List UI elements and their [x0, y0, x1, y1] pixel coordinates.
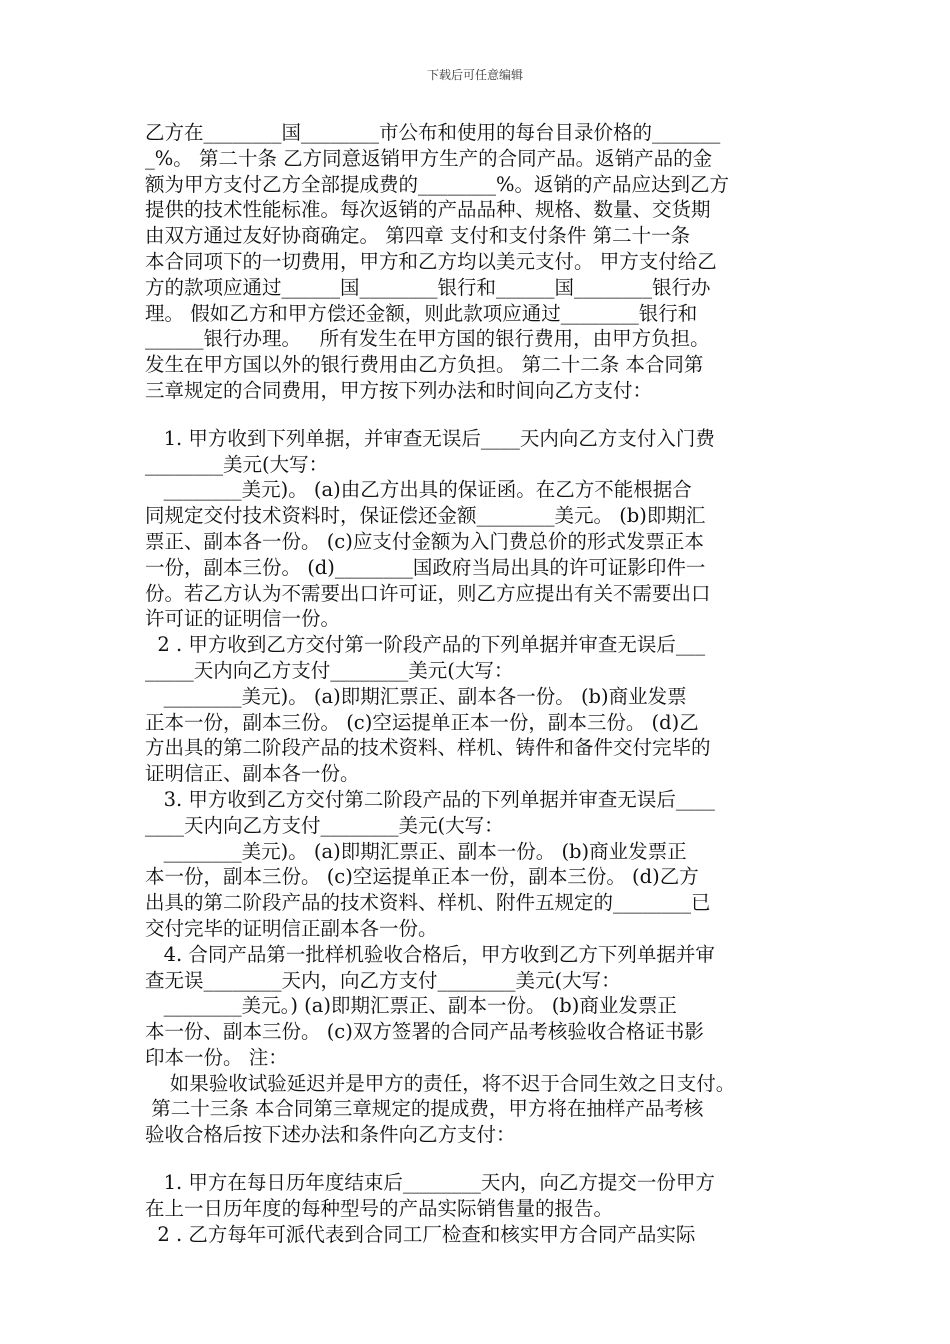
text-line: 额为甲方支付乙方全部提成费的________%。返销的产品应达到乙方 [145, 172, 730, 196]
text-line: 方出具的第二阶段产品的技术资料、样机、铸件和备件交付完毕的 [145, 736, 711, 760]
text-line: ______银行办理。 所有发生在甲方国的银行费用，由甲方负担。 [145, 327, 710, 351]
text-line: 证明信正、副本各一份。 [145, 762, 360, 786]
text-line: 1. 甲方收到下列单据，并审查无误后____天内向乙方支付入门费 [145, 426, 715, 450]
text-line: 第二十三条 本合同第三章规定的提成费，甲方将在抽样产品考核 [145, 1097, 704, 1121]
text-line: 如果验收试验延迟并是甲方的责任，将不迟于合同生效之日支付。 [145, 1071, 736, 1095]
text-line: 理。 假如乙方和甲方偿还金额，则此款项应通过________银行和 [145, 301, 698, 325]
text-line: 2 . 乙方每年可派代表到合同工厂检查和核实甲方合同产品实际 [145, 1222, 696, 1246]
text-line: 发生在甲方国以外的银行费用由乙方负担。 第二十二条 本合同第 [145, 353, 704, 377]
text-line: 印本一份。 注： [145, 1045, 288, 1069]
text-line: ____天内向乙方支付________美元(大写： [145, 813, 504, 837]
text-line: 验收合格后按下述办法和条件向乙方支付： [145, 1123, 516, 1147]
text-line: 由双方通过友好协商确定。 第四章 支付和支付条件 第二十一条 [145, 224, 691, 248]
paragraph-gap [145, 1148, 805, 1170]
text-line: 本一份、副本三份。 (c)双方签署的合同产品考核验收合格证书影 [145, 1020, 704, 1044]
text-line: ________美元。) (a)即期汇票正、副本一份。 (b)商业发票正 [145, 994, 677, 1018]
text-line: 在上一日历年度的每种型号的产品实际销售量的报告。 [145, 1196, 614, 1220]
text-line: ________美元)。 (a)即期汇票正、副本一份。 (b)商业发票正 [145, 839, 687, 863]
text-line: _%。 第二十条 乙方同意返销甲方生产的合同产品。返销产品的金 [145, 146, 713, 170]
document-body [145, 120, 805, 1247]
text-line: 1. 甲方在每日历年度结束后________天内，向乙方提交一份甲方 [145, 1171, 715, 1195]
text-line: 提供的技术性能标准。每次返销的产品品种、规格、数量、交货期 [145, 198, 711, 222]
text-line: 许可证的证明信一份。 [145, 607, 341, 631]
text-line: ________美元)。 (a)由乙方出具的保证函。在乙方不能根据合 [145, 478, 692, 502]
text-line: 交付完毕的证明信正副本各一份。 [145, 916, 438, 940]
text-line: 本一份，副本三份。 (c)空运提单正本一份，副本三份。 (d)乙方 [145, 865, 699, 889]
text-line: 一份，副本三份。 (d)________国政府当局出具的许可证影印件一 [145, 555, 706, 579]
text-line: 3. 甲方收到乙方交付第二阶段产品的下列单据并审查无误后____ [145, 787, 715, 811]
text-line: 正本一份，副本三份。 (c)空运提单正本一份，副本三份。 (d)乙 [145, 710, 699, 734]
text-line: 方的款项应通过______国________银行和______国________银行办 [145, 275, 711, 299]
text-line: 查无误________天内，向乙方支付________美元(大写： [145, 968, 621, 992]
text-line: 乙方在________国________市公布和使用的每台目录价格的_______ [145, 121, 721, 144]
text-line: ________美元(大写： [145, 452, 329, 476]
text-line: 4. 合同产品第一批样机验收合格后，甲方收到乙方下列单据并审 [145, 942, 715, 966]
text-line: 2 . 甲方收到乙方交付第一阶段产品的下列单据并审查无误后___ [145, 633, 706, 657]
text-line: 三章规定的合同费用，甲方按下列办法和时间向乙方支付： [145, 378, 653, 402]
page-header: 下载后可任意编辑 [426, 68, 523, 82]
text-line: 票正、副本各一份。 (c)应支付金额为入门费总价的形式发票正本 [145, 529, 704, 553]
text-line: _____天内向乙方支付________美元(大写： [145, 658, 514, 682]
text-line: ________美元)。 (a)即期汇票正、副本各一份。 (b)商业发票 [145, 684, 687, 708]
text-line: 同规定交付技术资料时，保证偿还金额________美元。 (b)即期汇 [145, 504, 706, 528]
text-line: 份。若乙方认为不需要出口许可证，则乙方应提出有关不需要出口 [145, 581, 711, 605]
text-line: 出具的第二阶段产品的技术资料、样机、附件五规定的________已 [145, 891, 711, 915]
text-line: 本合同项下的一切费用，甲方和乙方均以美元支付。 甲方支付给乙 [145, 249, 717, 273]
paragraph-gap [145, 404, 805, 426]
